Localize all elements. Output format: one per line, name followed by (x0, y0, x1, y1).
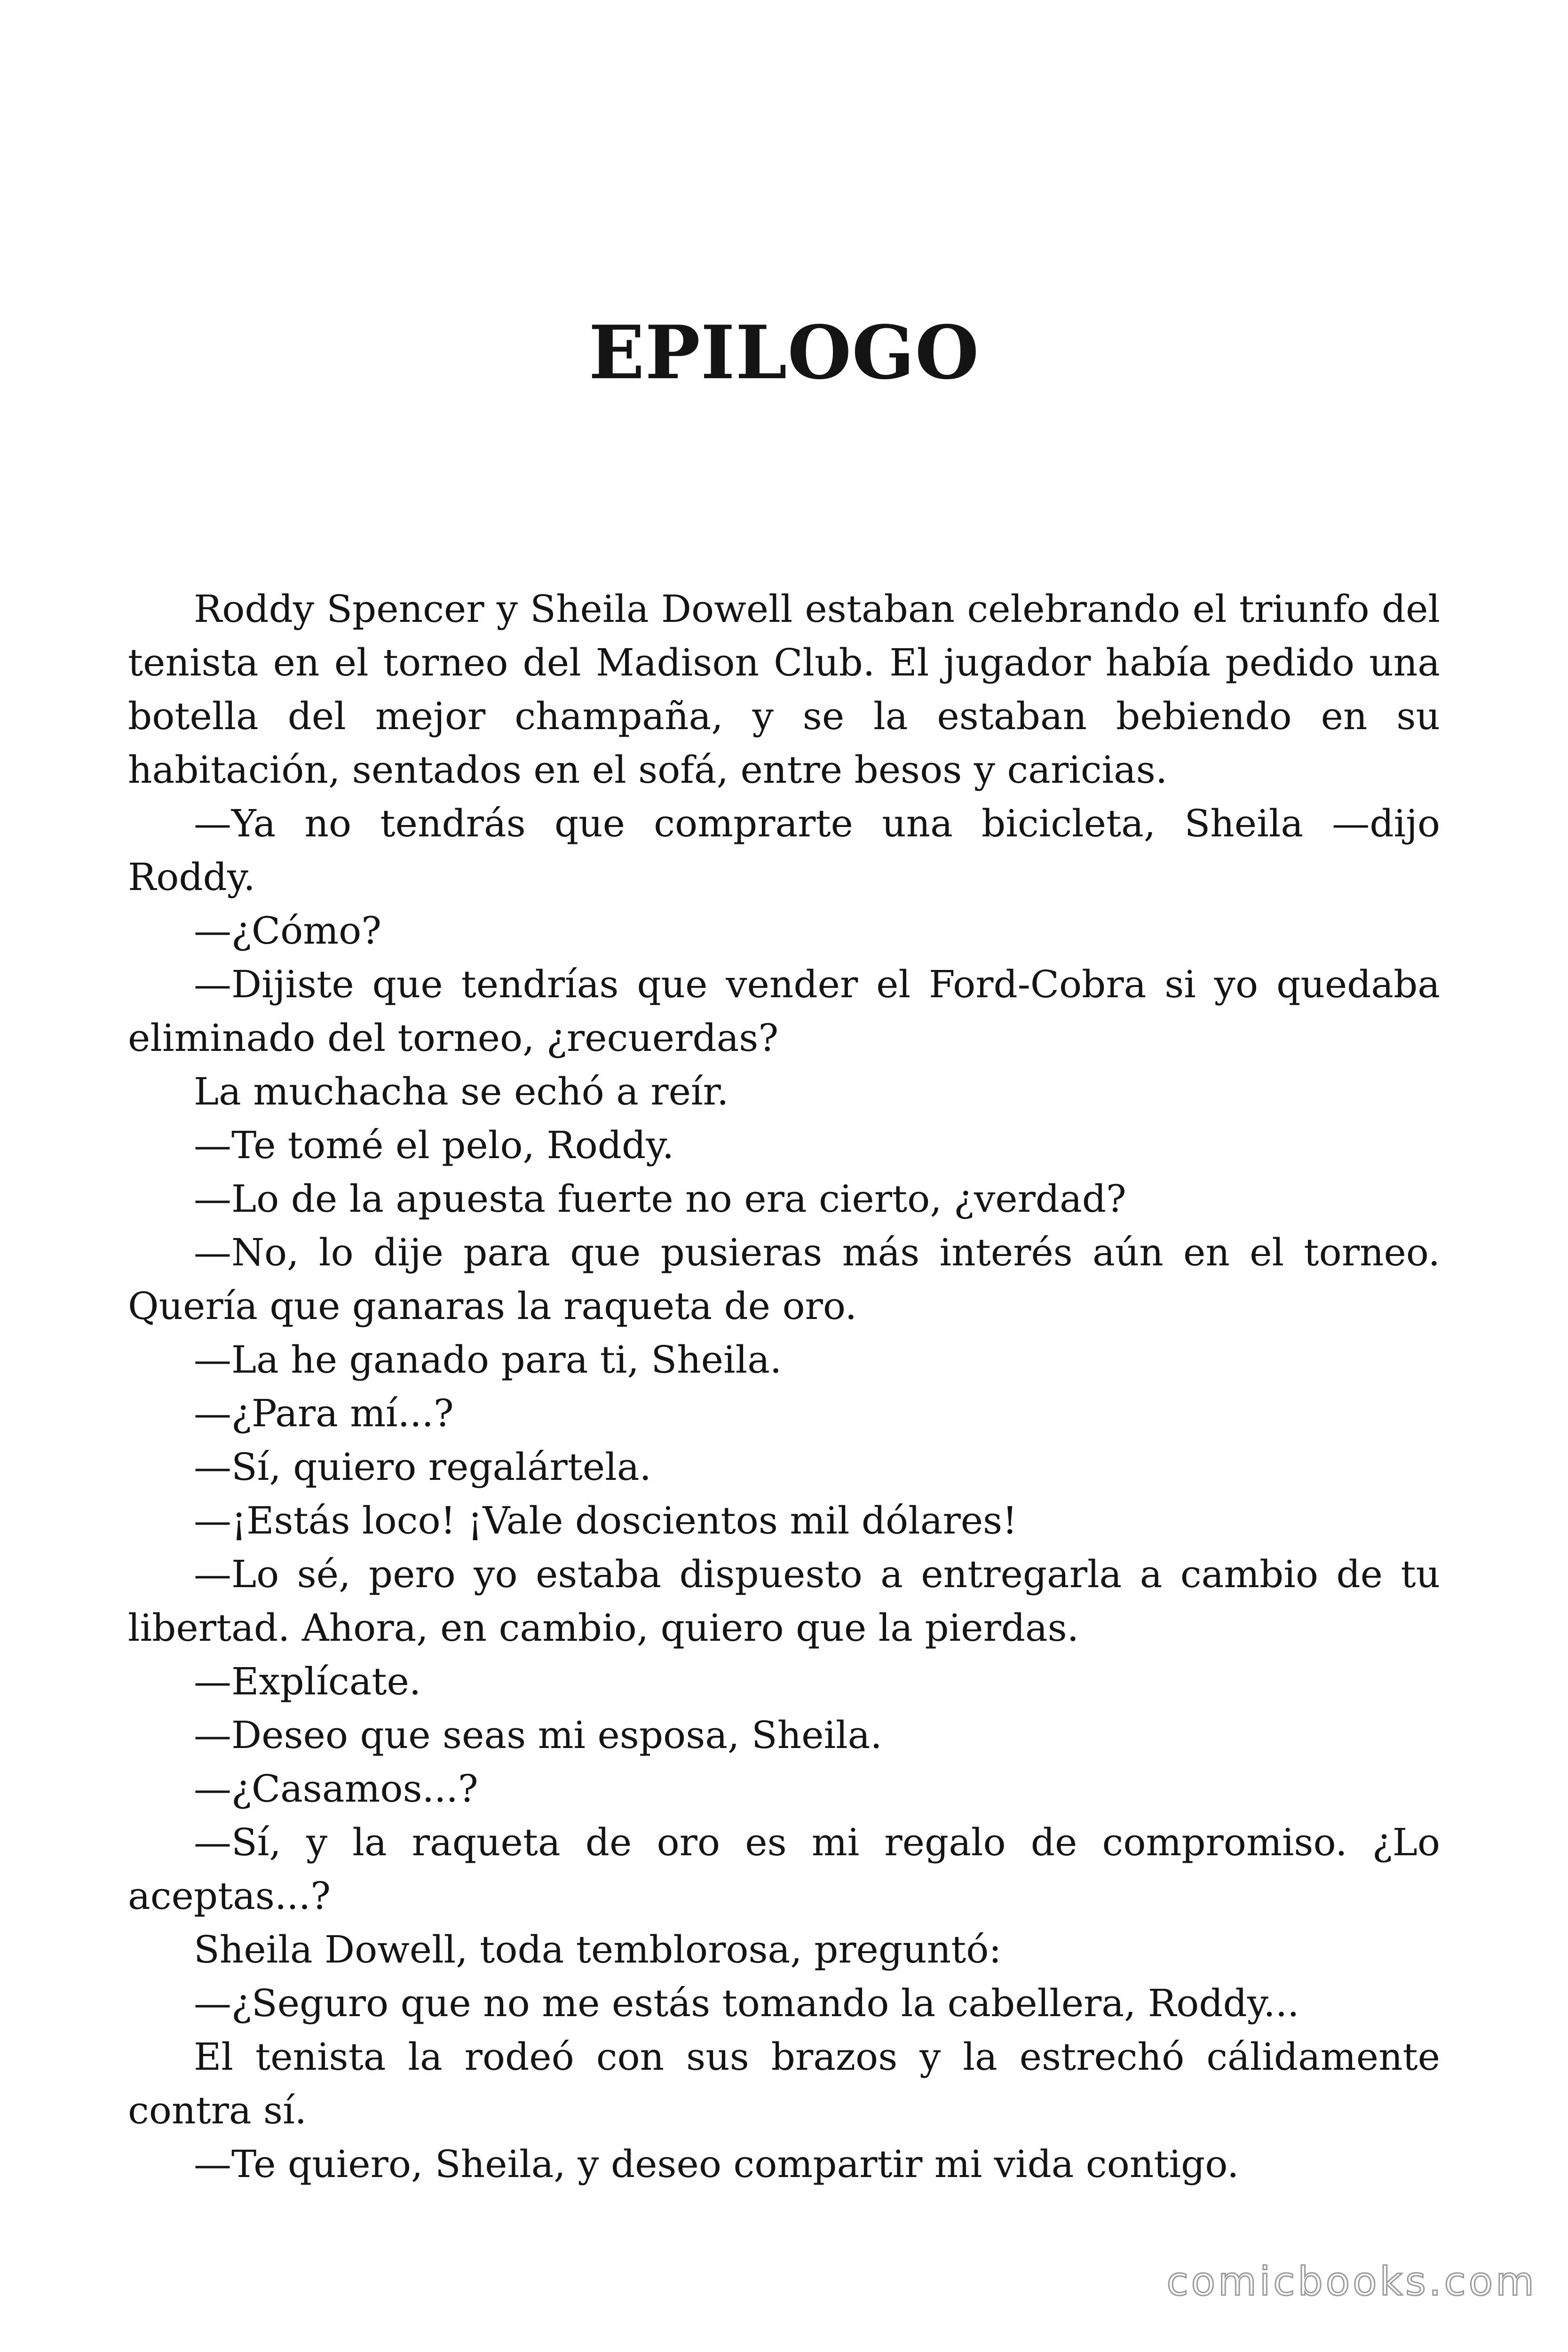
paragraph: —¿Para mí...? (194, 1391, 454, 1435)
paragraph: —Lo de la apuesta fuerte no era cierto, ¿verdad? (194, 1177, 1126, 1221)
watermark: comicbooks.com (1166, 2258, 1537, 2304)
paragraph: —Te tomé el pelo, Roddy. (194, 1123, 674, 1167)
paragraph: —La he ganado para ti, Sheila. (194, 1338, 782, 1382)
chapter-body (128, 582, 1440, 2191)
paragraph: —¿Casamos...? (194, 1767, 478, 1811)
chapter-title: EPILOGO (588, 310, 980, 396)
paragraph: —¿Seguro que no me estás tomando la cabellera, Roddy... (194, 1981, 1299, 2025)
paragraph: —Sí, quiero regalártela. (194, 1445, 651, 1489)
paragraph: —Lo sé, pero yo estaba dispuesto a entregarla a cambio de tu libertad. Ahora, en cambio, quiero que la pierdas. (128, 1552, 1440, 1650)
paragraph: —Dijiste que tendrías que vender el Ford-Cobra si yo quedaba eliminado del torneo, ¿recuerdas? (128, 962, 1440, 1060)
paragraph: El tenista la rodeó con sus brazos y la estrechó cálidamente contra sí. (128, 2035, 1440, 2132)
paragraph: Roddy Spencer y Sheila Dowell estaban celebrando el triunfo del tenista en el torneo del Madison Club. El jugador había pedido una botella del mejor champaña, y se la estaban bebiendo en su habitación, sentados en el sofá, entre besos y caricias. (128, 587, 1440, 792)
paragraph: —No, lo dije para que pusieras más interés aún en el torneo. Quería que ganaras la raqueta de oro. (128, 1231, 1440, 1328)
paragraph: —Sí, y la raqueta de oro es mi regalo de compromiso. ¿Lo aceptas...? (128, 1820, 1440, 1918)
paragraph: —Explícate. (194, 1660, 421, 1703)
paragraph: La muchacha se echó a reír. (194, 1070, 729, 1113)
paragraph: —Te quiero, Sheila, y deseo compartir mi vida contigo. (194, 2142, 1239, 2186)
paragraph: —¡Estás loco! ¡Vale doscientos mil dólares! (194, 1499, 1018, 1542)
paragraph: —Ya no tendrás que comprarte una bicicleta, Sheila —dijo Roddy. (128, 802, 1440, 899)
paragraph: —Deseo que seas mi esposa, Sheila. (194, 1713, 882, 1757)
paragraph: Sheila Dowell, toda temblorosa, preguntó: (194, 1928, 1002, 1971)
paragraph: —¿Cómo? (194, 909, 382, 953)
